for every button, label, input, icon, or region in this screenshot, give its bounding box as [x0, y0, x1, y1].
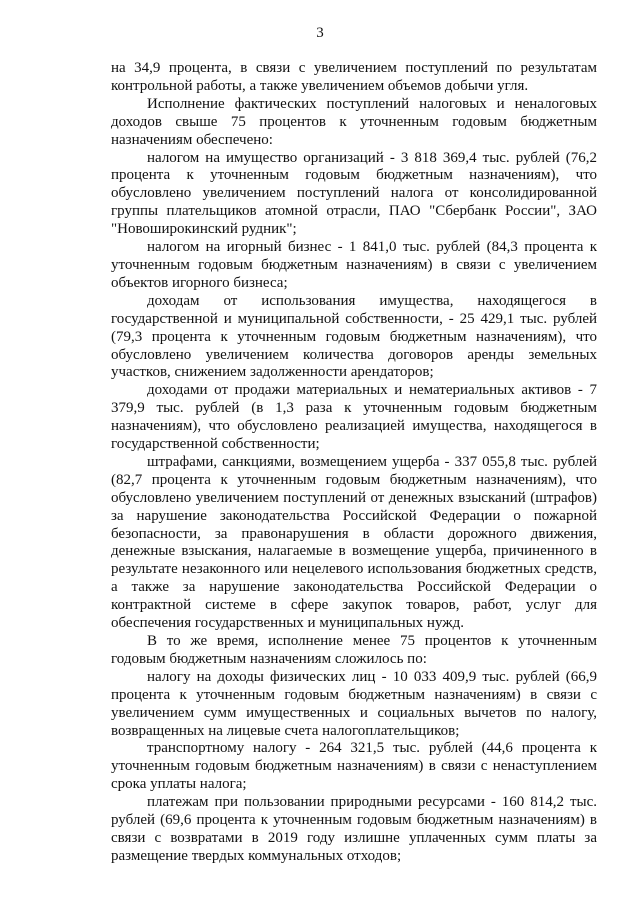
document-body: [111, 60, 597, 866]
paragraph: на 34,9 процента, в связи с увеличением поступлений по результатам контрольной работы, а также увеличением объемов добычи угля.: [111, 60, 597, 94]
paragraph: штрафами, санкциями, возмещением ущерба - 337 055,8 тыс. рублей (82,7 процента к уточненным годовым бюджетным назначениям), что обусловлено увеличением поступлений от денежных взысканий (штрафов) за нарушение законодательства Российской Федерации о пожарной безопасности, за правонарушения в области дорожного движения, денежные взыскания, налагаемые в возмещение ущерба, причиненного в результате незаконного или нецелевого использования бюджетных средств, а также за нарушение законодательства Российской Федерации о контрактной системе в сфере закупок товаров, работ, услуг для обеспечения государственных и муниципальных нужд.: [111, 453, 597, 632]
paragraph: платежам при пользовании природными ресурсами - 160 814,2 тыс. рублей (69,6 процента к уточненным годовым бюджетным назначениям) в связи с возвратами в 2019 году излишне уплаченных сумм платы за размещение твердых коммунальных отходов;: [111, 794, 597, 864]
paragraph: налогу на доходы физических лиц - 10 033 409,9 тыс. рублей (66,9 процента к уточненным годовым бюджетным назначениям) в связи с увеличением сумм имущественных и социальных вычетов по налогу, возвращенных на лицевые счета налогоплательщиков;: [111, 668, 597, 739]
paragraph: В то же время, исполнение менее 75 процентов к уточненным годовым бюджетным назначениям сложилось по:: [111, 633, 597, 667]
paragraph: транспортному налогу - 264 321,5 тыс. рублей (44,6 процента к уточненным годовым бюджетным назначениям) в связи с ненаступлением срока уплаты налога;: [111, 740, 597, 793]
paragraph: доходам от использования имущества, находящегося в государственной и муниципальной собственности, - 25 429,1 тыс. рублей (79,3 процента к уточненным годовым бюджетным назначениям), что обусловлено увеличением количества договоров аренды земельных участков, снижением задолженности арендаторов;: [111, 292, 597, 381]
paragraph: налогом на имущество организаций - 3 818 369,4 тыс. рублей (76,2 процента к уточненным годовым бюджетным назначениям), что обусловлено увеличением поступлений налога от консолидированной группы плательщиков атомной отрасли, ПАО "Сбербанк России", ЗАО "Новоширокинский рудник";: [111, 149, 597, 238]
paragraph: Исполнение фактических поступлений налоговых и неналоговых доходов свыше 75 процентов к уточненным годовым бюджетным назначениям обеспечено:: [111, 95, 597, 148]
paragraph: доходами от продажи материальных и нематериальных активов - 7 379,9 тыс. рублей (в 1,3 раза к уточненным годовым бюджетным назначениям), что обусловлено реализацией имущества, находящегося в государственной собственности;: [111, 382, 597, 453]
page-number: 3: [316, 25, 324, 41]
paragraph: налогом на игорный бизнес - 1 841,0 тыс. рублей (84,3 процента к уточненным годовым бюджетным назначениям) в связи с увеличением объектов игорного бизнеса;: [111, 239, 597, 291]
